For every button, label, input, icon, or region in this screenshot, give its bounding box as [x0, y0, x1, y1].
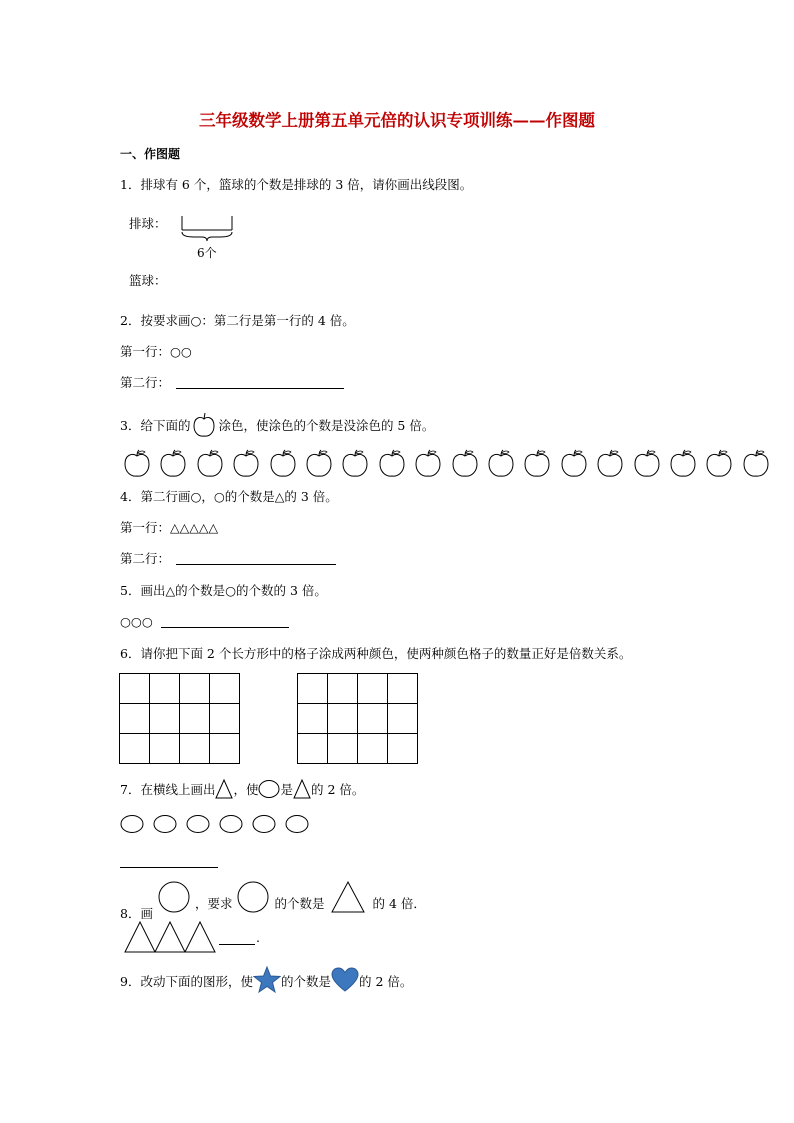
apple-icon[interactable] — [596, 449, 624, 479]
triangle-shape — [185, 922, 215, 952]
ellipse-shape — [219, 814, 243, 834]
q8-part4: 的 4 倍． — [372, 896, 426, 911]
question-5-text: 5．画出△的个数是○的个数的 3 倍。 — [120, 583, 327, 598]
q9-part3: 的 2 倍。 — [358, 974, 413, 989]
apple-icon[interactable] — [633, 449, 661, 479]
grid-cell[interactable] — [210, 674, 240, 704]
q8-part2: ，要求 — [194, 896, 233, 911]
triangle-icon — [330, 880, 366, 914]
grid-cell[interactable] — [210, 704, 240, 734]
apple-icon[interactable] — [487, 449, 515, 479]
question-1-text: 1．排球有 6 个，篮球的个数是排球的 3 倍，请你画出线段图。 — [120, 177, 473, 192]
grid-row — [120, 734, 240, 764]
apple-icon[interactable] — [742, 449, 770, 479]
heart-icon — [331, 967, 359, 993]
circle-icon — [236, 880, 270, 914]
apple-icon[interactable] — [196, 449, 224, 479]
section-heading: 一、作图题 — [120, 147, 181, 161]
apple-icon[interactable] — [159, 449, 187, 479]
grid-cell[interactable] — [120, 704, 150, 734]
q2-row1-shapes: ○○ — [170, 344, 192, 359]
grid-cell[interactable] — [150, 674, 180, 704]
grid-cell[interactable] — [388, 674, 418, 704]
q4-row1-label: 第一行： — [120, 520, 171, 535]
q7-part4: 的 2 倍。 — [311, 782, 365, 797]
apple-icon[interactable] — [123, 449, 151, 479]
grid-cell[interactable] — [180, 674, 210, 704]
q8-answer-line[interactable] — [219, 944, 255, 945]
grid-cell[interactable] — [180, 704, 210, 734]
grid-cell[interactable] — [388, 734, 418, 764]
grid-cell[interactable] — [358, 734, 388, 764]
ellipse-shape — [120, 814, 144, 834]
q9-part1: 9．改动下面的图形，使 — [120, 974, 253, 989]
question-6-text: 6．请你把下面 2 个长方形中的格子涂成两种颜色，使两种颜色格子的数量正好是倍数关系。 — [120, 646, 632, 661]
triangle-icon — [293, 779, 311, 799]
q7-answer-line[interactable] — [120, 867, 218, 868]
ellipse-shape — [153, 814, 177, 834]
q3-text-before: 3．给下面的 — [120, 418, 191, 433]
triangle-shape — [155, 922, 185, 952]
q1-basketball-label: 篮球： — [129, 273, 167, 288]
grid-cell[interactable] — [388, 704, 418, 734]
grid-cell[interactable] — [298, 674, 328, 704]
grid-row — [298, 734, 418, 764]
q7-part3: 是 — [280, 782, 293, 797]
q2-answer-line[interactable] — [176, 388, 344, 389]
q5-shapes: ○○○ — [120, 614, 153, 629]
q8-end-mark: . — [256, 930, 260, 945]
q8-part1: 8．画 — [120, 906, 153, 921]
ellipse-shape — [252, 814, 276, 834]
ellipse-icon — [258, 779, 280, 799]
grid-cell[interactable] — [328, 704, 358, 734]
q7-ellipse-row — [120, 814, 320, 836]
apple-icon[interactable] — [669, 449, 697, 479]
q3-text-after: 涂色，使涂色的个数是没涂色的 5 倍。 — [218, 418, 435, 433]
grid-cell[interactable] — [150, 734, 180, 764]
page-title: 三年级数学上册第五单元倍的认识专项训练——作图题 — [199, 111, 595, 130]
q4-row1 — [120, 520, 218, 536]
ellipse-shape — [186, 814, 210, 834]
apple-icon[interactable] — [341, 449, 369, 479]
question-3-text — [120, 412, 434, 438]
grid-row — [298, 704, 418, 734]
apple-icon[interactable] — [560, 449, 588, 479]
q9-part2: 的个数是 — [280, 974, 331, 989]
grid-cell[interactable] — [120, 734, 150, 764]
q7-part2: ，使 — [233, 782, 259, 797]
q4-answer-line[interactable] — [176, 564, 336, 565]
grid-row — [120, 674, 240, 704]
circle-icon — [157, 880, 191, 914]
q1-brace-label: 6个 — [197, 246, 217, 260]
q2-row1-label: 第一行： — [120, 344, 171, 359]
apple-icon — [192, 412, 216, 438]
apple-icon[interactable] — [378, 449, 406, 479]
apple-icon[interactable] — [705, 449, 733, 479]
q2-row1 — [120, 344, 192, 360]
q5-answer-line[interactable] — [161, 627, 289, 628]
triangle-icon — [215, 779, 233, 799]
q1-volleyball-label: 排球： — [129, 216, 167, 231]
q8-triangle-row — [124, 920, 224, 954]
q6-grid-left[interactable] — [119, 673, 240, 764]
q6-grid-right[interactable] — [297, 673, 418, 764]
apple-icon[interactable] — [305, 449, 333, 479]
grid-cell[interactable] — [358, 704, 388, 734]
question-4-text: 4．第二行画○，○的个数是△的 3 倍。 — [120, 489, 338, 504]
q4-row2-label: 第二行： — [120, 551, 171, 566]
grid-cell[interactable] — [120, 674, 150, 704]
grid-cell[interactable] — [210, 734, 240, 764]
grid-cell[interactable] — [150, 704, 180, 734]
q4-row1-shapes: △△△△△ — [170, 520, 219, 535]
apple-icon[interactable] — [523, 449, 551, 479]
grid-cell[interactable] — [180, 734, 210, 764]
question-2-text: 2．按要求画○：第二行是第一行的 4 倍。 — [120, 313, 355, 328]
apple-icon[interactable] — [232, 449, 260, 479]
q2-row2-label: 第二行： — [120, 375, 171, 390]
apple-icon[interactable] — [451, 449, 479, 479]
ellipse-shape — [285, 814, 309, 834]
grid-cell[interactable] — [298, 734, 328, 764]
q3-apple-row — [123, 449, 783, 479]
grid-cell[interactable] — [328, 674, 358, 704]
apple-icon[interactable] — [414, 449, 442, 479]
grid-cell[interactable] — [358, 674, 388, 704]
q1-segment-diagram — [180, 214, 236, 242]
q8-part3: 的个数是 — [274, 896, 325, 911]
grid-cell[interactable] — [328, 734, 358, 764]
question-9-text — [120, 966, 412, 994]
grid-cell[interactable] — [298, 704, 328, 734]
question-8-text — [120, 880, 426, 921]
grid-row — [120, 704, 240, 734]
star-icon — [253, 966, 281, 994]
grid-row — [298, 674, 418, 704]
q7-part1: 7．在横线上画出 — [120, 782, 216, 797]
apple-icon[interactable] — [269, 449, 297, 479]
question-7-text — [120, 779, 364, 799]
triangle-shape — [125, 922, 155, 952]
